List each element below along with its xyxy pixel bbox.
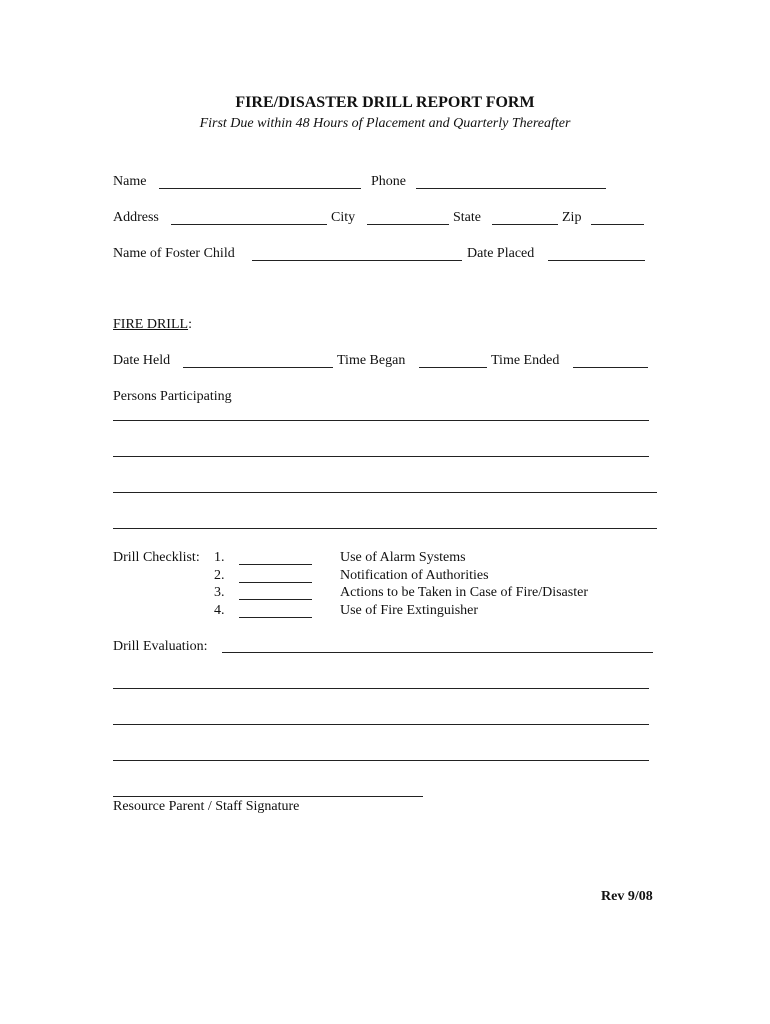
time-ended-label: Time Ended [491, 353, 560, 368]
checklist-field-4[interactable] [239, 617, 312, 618]
state-field[interactable] [492, 224, 558, 225]
checklist-item-1: Use of Alarm Systems [340, 550, 466, 565]
name-label: Name [113, 174, 147, 189]
fire-drill-heading-colon: : [188, 317, 192, 332]
evaluation-line-3[interactable] [113, 724, 649, 725]
form-title: FIRE/DISASTER DRILL REPORT FORM [235, 94, 535, 111]
zip-field[interactable] [591, 224, 644, 225]
checklist-item-2: Notification of Authorities [340, 568, 489, 583]
persons-line-1[interactable] [113, 420, 649, 421]
checklist-item-4: Use of Fire Extinguisher [340, 603, 479, 618]
checklist-field-3[interactable] [239, 599, 312, 600]
date-placed-field[interactable] [548, 260, 645, 261]
persons-line-4[interactable] [113, 528, 657, 529]
signature-field[interactable] [113, 796, 423, 797]
signature-label: Resource Parent / Staff Signature [113, 799, 300, 814]
foster-child-field[interactable] [252, 260, 462, 261]
time-ended-field[interactable] [573, 367, 648, 368]
form-subtitle: First Due within 48 Hours of Placement and Quarterly Thereafter [199, 116, 571, 131]
foster-child-label: Name of Foster Child [113, 246, 235, 261]
drill-evaluation-label: Drill Evaluation: [113, 639, 208, 654]
persons-line-2[interactable] [113, 456, 649, 457]
name-field[interactable] [159, 188, 361, 189]
checklist-num-2: 2. [214, 568, 225, 583]
fire-drill-heading [113, 316, 192, 334]
fire-drill-heading-text: FIRE DRILL [113, 317, 189, 332]
address-label: Address [113, 210, 159, 225]
date-held-field[interactable] [183, 367, 333, 368]
time-began-label: Time Began [337, 353, 406, 368]
date-held-label: Date Held [113, 353, 171, 368]
persons-participating-label: Persons Participating [113, 389, 232, 404]
zip-label: Zip [562, 210, 582, 225]
time-began-field[interactable] [419, 367, 487, 368]
checklist-field-2[interactable] [239, 582, 312, 583]
checklist-field-1[interactable] [239, 564, 312, 565]
evaluation-line-2[interactable] [113, 688, 649, 689]
city-field[interactable] [367, 224, 449, 225]
phone-label: Phone [371, 174, 406, 189]
evaluation-line-4[interactable] [113, 760, 649, 761]
checklist-num-1: 1. [214, 550, 225, 565]
persons-line-3[interactable] [113, 492, 657, 493]
date-placed-label: Date Placed [467, 246, 535, 261]
checklist-item-3: Actions to be Taken in Case of Fire/Disaster [340, 585, 588, 600]
drill-checklist-label: Drill Checklist: [113, 550, 200, 565]
checklist-num-3: 3. [214, 585, 225, 600]
city-label: City [331, 210, 356, 225]
checklist-num-4: 4. [214, 603, 225, 618]
revision-label: Rev 9/08 [601, 889, 653, 904]
evaluation-line-1[interactable] [222, 652, 653, 653]
address-field[interactable] [171, 224, 327, 225]
phone-field[interactable] [416, 188, 606, 189]
state-label: State [453, 210, 481, 225]
